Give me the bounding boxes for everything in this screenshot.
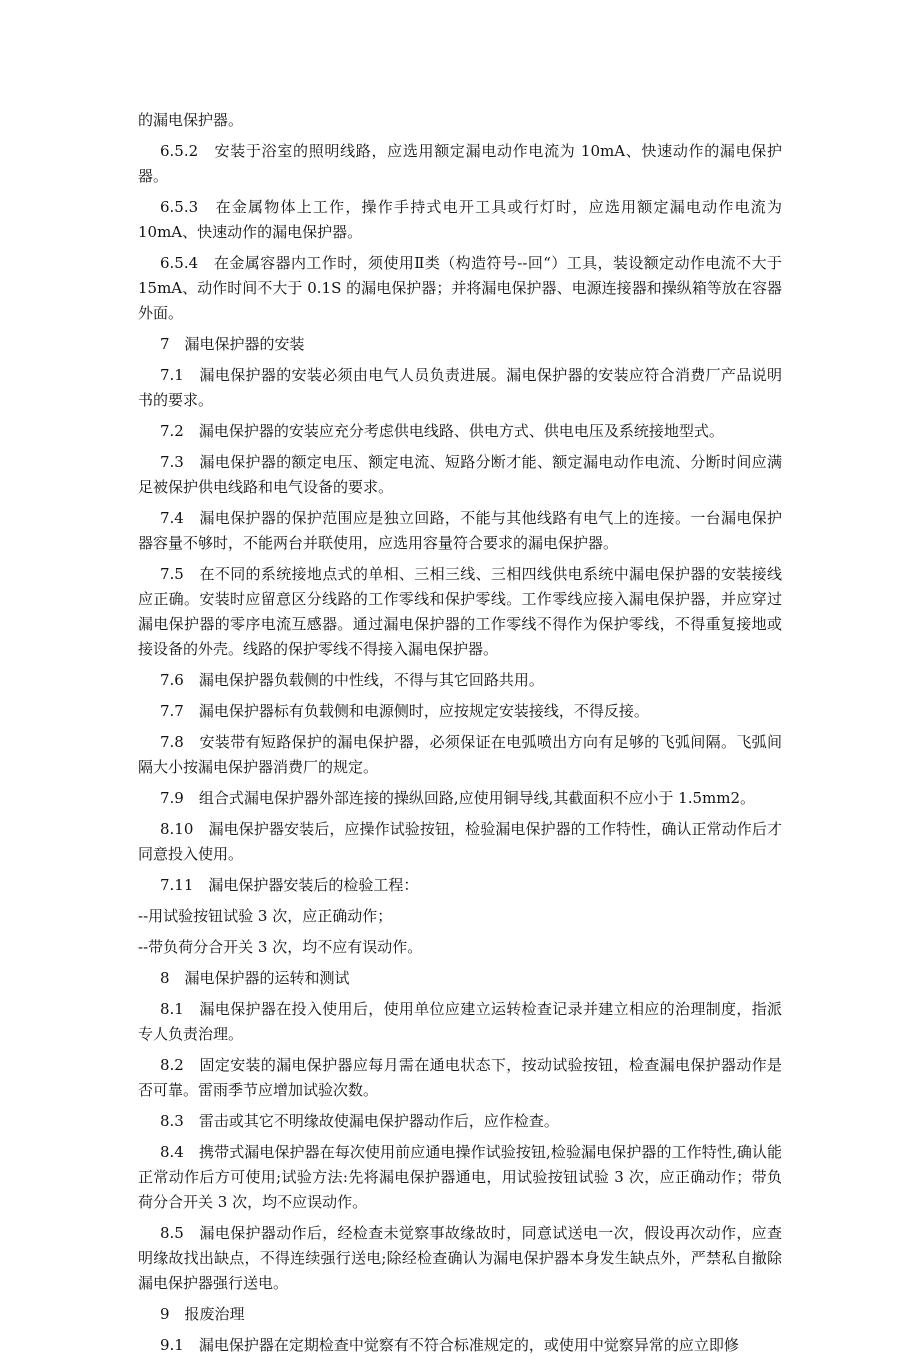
paragraph: 6.5.4 在金属容器内工作时，须使用Ⅱ类（构造符号--回“）工具，装设额定动作电流不大于 15mA、动作时间不大于 0.1S 的漏电保护器；并将漏电保护器、电源连接器和操纵箱等放在容器外面。 bbox=[138, 254, 782, 322]
paragraph: 7.4 漏电保护器的保护范围应是独立回路，不能与其他线路有电气上的连接。一台漏电保护器容量不够时，不能两台并联使用，应选用容量符合要求的漏电保护器。 bbox=[138, 509, 782, 552]
paragraph: 7.6 漏电保护器负载侧的中性线，不得与其它回路共用。 bbox=[160, 671, 544, 689]
paragraph: 7.8 安装带有短路保护的漏电保护器，必须保证在电弧喷出方向有足够的飞弧间隔。飞弧间隔大小按漏电保护器消费厂的规定。 bbox=[138, 733, 782, 776]
paragraph: 8.1 漏电保护器在投入使用后，使用单位应建立运转检查记录并建立相应的治理制度，指派专人负责治理。 bbox=[138, 1000, 782, 1043]
paragraph: 7.7 漏电保护器标有负载侧和电源侧时，应按规定安装接线，不得反接。 bbox=[160, 702, 649, 720]
paragraph: 8.5 漏电保护器动作后，经检查未觉察事故缘故时，同意试送电一次，假设再次动作，应查明缘故找出缺点，不得连续强行送电;除经检查确认为漏电保护器本身发生缺点外，严禁私自撤除漏电保护器强行送电。 bbox=[138, 1224, 782, 1292]
paragraph: --带负荷分合开关 3 次，均不应有误动作。 bbox=[138, 938, 423, 956]
paragraph: --用试验按钮试验 3 次，应正确动作； bbox=[138, 907, 393, 925]
document-body bbox=[138, 108, 782, 1364]
paragraph: 7.9 组合式漏电保护器外部连接的操纵回路,应使用铜导线,其截面积不应小于 1.5mm2。 bbox=[160, 789, 756, 807]
section-heading: 8 漏电保护器的运转和测试 bbox=[160, 969, 350, 987]
paragraph: 7.2 漏电保护器的安装应充分考虑供电线路、供电方式、供电电压及系统接地型式。 bbox=[160, 422, 724, 440]
paragraph: 的漏电保护器。 bbox=[138, 111, 244, 129]
paragraph: 8.10 漏电保护器安装后，应操作试验按钮，检验漏电保护器的工作特性，确认正常动作后才同意投入使用。 bbox=[138, 820, 782, 863]
section-heading: 7 漏电保护器的安装 bbox=[160, 335, 305, 353]
paragraph: 7.3 漏电保护器的额定电压、额定电流、短路分断才能、额定漏电动作电流、分断时间应满足被保护供电线路和电气设备的要求。 bbox=[138, 453, 782, 496]
paragraph: 8.3 雷击或其它不明缘故使漏电保护器动作后，应作检查。 bbox=[160, 1112, 559, 1130]
paragraph: 9.1 漏电保护器在定期检查中觉察有不符合标准规定的，或使用中觉察异常的应立即修 bbox=[160, 1336, 739, 1354]
section-heading: 9 报废治理 bbox=[160, 1305, 245, 1323]
paragraph: 7.1 漏电保护器的安装必须由电气人员负责进展。漏电保护器的安装应符合消费厂产品说明书的要求。 bbox=[138, 366, 782, 409]
paragraph: 7.5 在不同的系统接地点式的单相、三相三线、三相四线供电系统中漏电保护器的安装接线应正确。安装时应留意区分线路的工作零线和保护零线。工作零线应接入漏电保护器，并应穿过漏电保护器的零序电流互感器。通过漏电保护器的工作零线不得作为保护零线，不得重复接地或接设备的外壳。线路的保护零线不得接入漏电保护器。 bbox=[138, 565, 782, 658]
paragraph: 8.2 固定安装的漏电保护器应每月需在通电状态下，按动试验按钮，检查漏电保护器动作是否可靠。雷雨季节应增加试验次数。 bbox=[138, 1056, 782, 1099]
paragraph: 6.5.3 在金属物体上工作，操作手持式电开工具或行灯时，应选用额定漏电动作电流为 10mA、快速动作的漏电保护器。 bbox=[138, 198, 782, 241]
paragraph: 8.4 携带式漏电保护器在每次使用前应通电操作试验按钮,检验漏电保护器的工作特性,确认能正常动作后方可使用;试验方法:先将漏电保护器通电，用试验按钮试验 3 次，应正确动作；带负荷分合开关 3 次，均不应误动作。 bbox=[138, 1143, 782, 1211]
paragraph: 6.5.2 安装于浴室的照明线路，应选用额定漏电动作电流为 10mA、快速动作的漏电保护器。 bbox=[138, 142, 782, 185]
paragraph: 7.11 漏电保护器安装后的检验工程： bbox=[160, 876, 419, 894]
